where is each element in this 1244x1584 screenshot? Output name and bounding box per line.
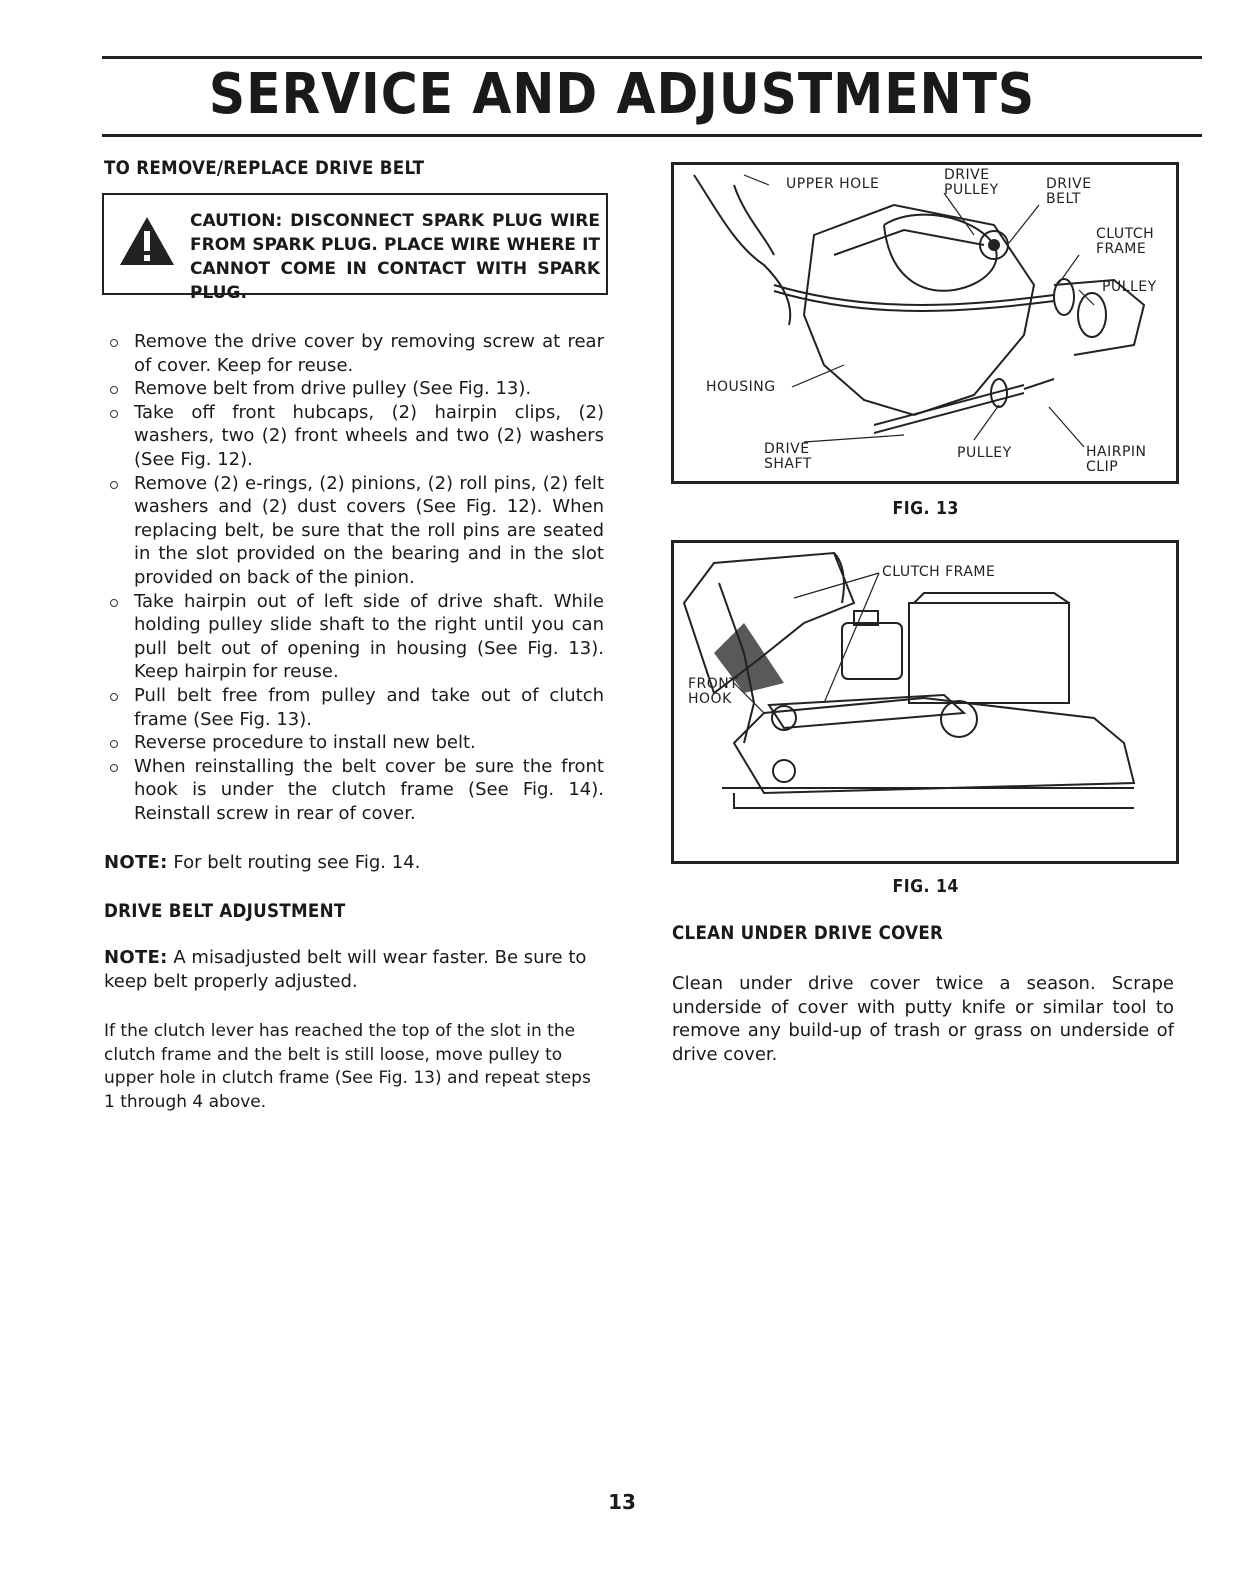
step-list <box>108 330 604 825</box>
clean-cover-paragraph: Clean under drive cover twice a season. Scrape underside of cover with putty knife or similar tool to remove any build-up of trash or grass on underside of drive cover. <box>672 973 1174 1065</box>
fig13-label-pulley-top: PULLEY <box>1102 279 1157 295</box>
list-item: When reinstalling the belt cover be sure the front hook is under the clutch frame (See Fig. 14). Reinstall screw in rear of cover. <box>108 755 604 826</box>
fig13-label-housing: HOUSING <box>706 379 776 395</box>
list-item: Reverse procedure to install new belt. <box>108 731 604 755</box>
warning-icon <box>118 215 176 267</box>
fig14-label-front-hook: FRONT HOOK <box>688 676 739 707</box>
figure-14 <box>671 540 1179 864</box>
fig14-caption: FIG. 14 <box>892 876 959 897</box>
adjustment-paragraph: If the clutch lever has reached the top of the slot in the clutch frame and the belt is still loose, move pulley to upper hole in clutch frame (See Fig. 13) and repeat steps 1 through 4 above. <box>104 1021 591 1112</box>
list-item: Remove belt from drive pulley (See Fig. 13). <box>108 377 604 401</box>
fig14-label-clutch-frame: CLUTCH FRAME <box>882 564 996 580</box>
caution-box <box>102 193 608 303</box>
note-text: A misadjusted belt will wear faster. Be sure to keep belt properly adjusted. <box>104 947 587 992</box>
note-label: NOTE: <box>104 947 168 968</box>
note-text: For belt routing see Fig. 14. <box>173 852 421 873</box>
header-rule-top <box>102 56 1202 59</box>
list-item: Remove (2) e-rings, (2) pinions, (2) roll pins, (2) felt washers and (2) dust covers (See Fig. 12). When replacing belt, be sure that the roll pins are seated in the slot provided on the bearing and in the slot provided on back of the pinion. <box>108 472 604 590</box>
section-heading-clean-cover: CLEAN UNDER DRIVE COVER <box>672 922 944 944</box>
fig13-label-drive-pulley: DRIVE PULLEY <box>944 167 999 198</box>
fig13-caption: FIG. 13 <box>892 498 959 519</box>
fig13-label-upper-hole: UPPER HOLE <box>786 176 880 192</box>
list-item: Take off front hubcaps, (2) hairpin clips, (2) washers, two (2) front wheels and two (2) washers (See Fig. 12). <box>108 401 604 472</box>
note-belt-routing <box>104 851 604 875</box>
note-misadjusted <box>104 946 604 993</box>
figure-13 <box>671 162 1179 484</box>
fig13-label-hairpin-clip: HAIRPIN CLIP <box>1086 444 1147 475</box>
fig13-label-clutch-frame: CLUTCH FRAME <box>1096 226 1155 257</box>
section-heading-belt-adjustment: DRIVE BELT ADJUSTMENT <box>104 900 346 922</box>
caution-text: CAUTION: DISCONNECT SPARK PLUG WIRE FROM SPARK PLUG. PLACE WIRE WHERE IT CANNOT COME IN CONTACT WITH SPARK PLUG. <box>190 211 600 303</box>
page-number: 13 <box>608 1490 636 1514</box>
header-rule-bottom <box>102 134 1202 137</box>
fig13-label-drive-shaft: DRIVE SHAFT <box>764 441 812 472</box>
fig13-label-drive-belt: DRIVE BELT <box>1046 176 1092 207</box>
page-title: SERVICE AND ADJUSTMENTS <box>208 62 1036 127</box>
list-item: Take hairpin out of left side of drive shaft. While holding pulley slide shaft to the right until you can pull belt out of opening in housing (See Fig. 13). Keep hairpin for reuse. <box>108 590 604 684</box>
note-label: NOTE: <box>104 852 168 873</box>
list-item: Pull belt free from pulley and take out of clutch frame (See Fig. 13). <box>108 684 604 731</box>
section-heading-remove-belt: TO REMOVE/REPLACE DRIVE BELT <box>104 157 425 179</box>
list-item: Remove the drive cover by removing screw at rear of cover. Keep for reuse. <box>108 330 604 377</box>
fig13-label-pulley-bottom: PULLEY <box>957 445 1012 461</box>
belt-routing-diagram <box>674 543 1176 861</box>
drive-belt-diagram <box>674 165 1176 481</box>
